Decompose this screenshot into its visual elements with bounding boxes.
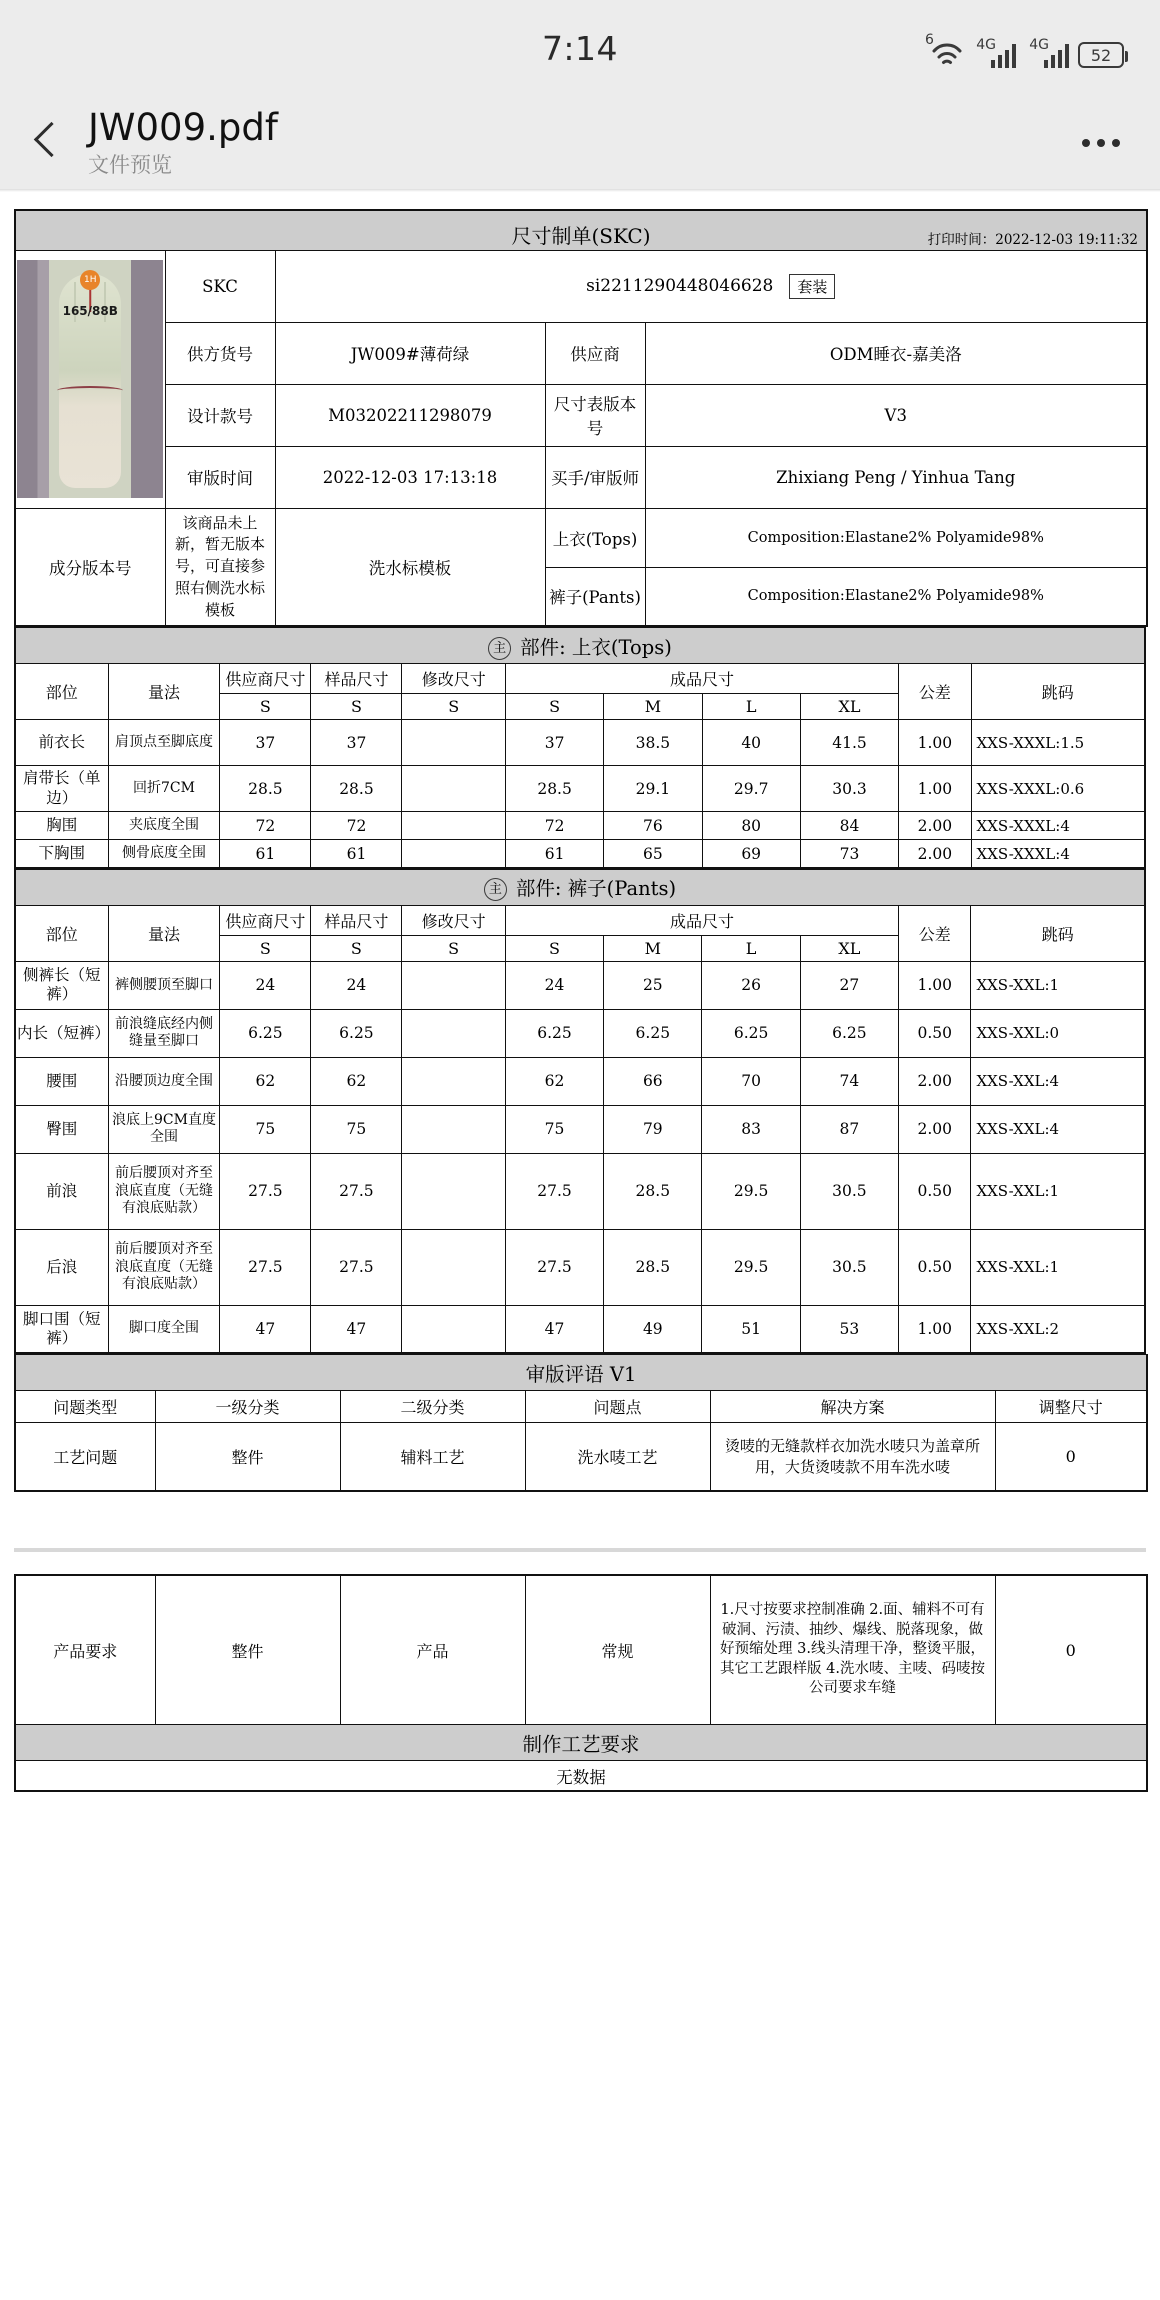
row-tolerance: 1.00: [899, 720, 971, 766]
row-sample: 61: [311, 840, 402, 868]
row-xl: 30.5: [800, 1229, 898, 1305]
th-finished-size: 成品尺寸: [505, 905, 898, 935]
row-method: 肩顶点至脚底度: [108, 720, 220, 766]
row-xl: 73: [800, 840, 898, 868]
row-s: 72: [505, 812, 603, 840]
row-issue-point: 洗水唛工艺: [525, 1423, 710, 1491]
status-bar: [0, 0, 1160, 96]
row-xl: 30.3: [800, 766, 898, 812]
row-part: 腰围: [15, 1057, 108, 1105]
wifi-generation-label: 6: [925, 32, 934, 48]
row-grading: XXS-XXL:1: [971, 961, 1145, 1009]
design-no-value: M03202211298079: [275, 384, 545, 446]
th-level1: 一级分类: [155, 1391, 340, 1423]
row-l: 80: [702, 812, 800, 840]
th-finished-size: 成品尺寸: [505, 664, 898, 694]
row-modified: [402, 1153, 505, 1229]
row-supplier: 6.25: [220, 1009, 311, 1057]
table-row: [15, 1761, 1147, 1791]
row-grading: XXS-XXXL:1.5: [971, 720, 1145, 766]
pants-composition-label: 裤子(Pants): [545, 567, 645, 626]
wifi-icon: [925, 32, 963, 68]
skc-value-cell: [275, 250, 1147, 322]
signal-icon-2: [1025, 38, 1069, 68]
main-part-badge: 主: [488, 637, 511, 660]
row-method: 浪底上9CM直度全围: [108, 1105, 220, 1153]
table-row: [15, 812, 1145, 840]
th-size-m: M: [604, 935, 702, 961]
page-title: JW009.pdf: [88, 105, 278, 149]
row-grading: XXS-XXL:4: [971, 1057, 1145, 1105]
th-size-l: L: [702, 935, 800, 961]
row-sample: 47: [311, 1305, 402, 1353]
pants-section-title: 部件: 裤子(Pants): [515, 877, 677, 901]
row-grading: XXS-XXXL:4: [971, 840, 1145, 868]
table-row: [15, 720, 1145, 766]
row-m: 38.5: [604, 720, 702, 766]
table-row: [15, 1305, 1145, 1353]
app-title-bar: [0, 96, 1160, 189]
review-time-label: 审版时间: [165, 446, 275, 508]
row-method: 脚口度全围: [108, 1305, 220, 1353]
row-method: 侧骨底度全围: [108, 840, 220, 868]
table-row: [15, 1355, 1147, 1391]
row-l: 29.5: [702, 1229, 800, 1305]
design-no-label: 设计款号: [165, 384, 275, 446]
row-m: 65: [604, 840, 702, 868]
row-m: 6.25: [604, 1009, 702, 1057]
composition-version-label: 成分版本号: [15, 508, 165, 626]
row-supplier: 24: [220, 961, 311, 1009]
row-xl: 27: [800, 961, 898, 1009]
composition-version-note: 该商品未上新，暂无版本号，可直接参照右侧洗水标模板: [165, 508, 275, 626]
tops-section-header: [15, 628, 1145, 664]
row-req-adjust: 0: [995, 1575, 1147, 1725]
row-level2: 辅料工艺: [340, 1423, 525, 1491]
row-tolerance: 0.50: [899, 1153, 971, 1229]
row-l: 29.7: [702, 766, 800, 812]
row-supplier: 27.5: [220, 1153, 311, 1229]
row-l: 40: [702, 720, 800, 766]
row-l: 83: [702, 1105, 800, 1153]
row-modified: [402, 1105, 505, 1153]
main-part-badge: 主: [484, 878, 507, 901]
row-m: 28.5: [604, 1229, 702, 1305]
page-gap-2: [14, 1552, 1146, 1574]
row-tolerance: 1.00: [899, 1305, 971, 1353]
table-row: [15, 1057, 1145, 1105]
row-xl: 41.5: [800, 720, 898, 766]
row-supplier: 37: [220, 720, 311, 766]
row-l: 69: [702, 840, 800, 868]
row-supplier: 27.5: [220, 1229, 311, 1305]
battery-icon: [1078, 34, 1124, 68]
th-sample-size: 样品尺寸: [311, 905, 402, 935]
th-modified-size: 修改尺寸: [402, 905, 505, 935]
row-method: 回折7CM: [108, 766, 220, 812]
row-grading: XXS-XXL:0: [971, 1009, 1145, 1057]
bottom-spacer: [14, 1792, 1146, 1822]
row-s: 27.5: [505, 1153, 603, 1229]
size-version-value: V3: [645, 384, 1147, 446]
suit-badge: 套装: [789, 274, 835, 299]
th-grading: 跳码: [971, 905, 1145, 961]
row-s: 24: [505, 961, 603, 1009]
row-modified: [402, 840, 505, 868]
signal-icon-1: [972, 38, 1016, 68]
tops-measurement-table: [14, 627, 1146, 869]
product-photo: [17, 260, 163, 498]
row-supplier: 61: [220, 840, 311, 868]
row-grading: XXS-XXL:4: [971, 1105, 1145, 1153]
buyer-label: 买手/审版师: [545, 446, 645, 508]
document-title: 尺寸制单(SKC): [511, 223, 651, 248]
th-size-supplier: S: [220, 694, 311, 720]
row-method: 裤侧腰顶至脚口: [108, 961, 220, 1009]
row-tolerance: 2.00: [899, 1105, 971, 1153]
title-block: [88, 105, 278, 178]
row-sample: 72: [311, 812, 402, 840]
pants-composition-value: Composition:Elastane2% Polyamide98%: [645, 567, 1147, 626]
row-tolerance: 2.00: [899, 1057, 971, 1105]
row-sample: 62: [311, 1057, 402, 1105]
table-row: [15, 508, 1147, 567]
th-level2: 二级分类: [340, 1391, 525, 1423]
table-row: [15, 1575, 1147, 1725]
row-sample: 27.5: [311, 1153, 402, 1229]
th-size-sample: S: [311, 935, 402, 961]
row-sample: 37: [311, 720, 402, 766]
row-m: 66: [604, 1057, 702, 1105]
row-part: 脚口围（短裤）: [15, 1305, 108, 1353]
th-issue-type: 问题类型: [15, 1391, 155, 1423]
pants-section-header: [15, 869, 1145, 905]
row-tolerance: 0.50: [899, 1229, 971, 1305]
row-m: 25: [604, 961, 702, 1009]
row-tolerance: 2.00: [899, 840, 971, 868]
row-sample: 27.5: [311, 1229, 402, 1305]
table-row: [15, 628, 1145, 664]
th-size-m: M: [604, 694, 702, 720]
row-s: 47: [505, 1305, 603, 1353]
row-s: 6.25: [505, 1009, 603, 1057]
row-l: 70: [702, 1057, 800, 1105]
row-part: 下胸围: [15, 840, 108, 868]
th-part: 部位: [15, 905, 108, 961]
th-method: 量法: [108, 905, 220, 961]
row-modified: [402, 1229, 505, 1305]
document-title-cell: [15, 210, 1147, 250]
table-row: [15, 869, 1145, 905]
row-grading: XXS-XXL:1: [971, 1153, 1145, 1229]
table-row: [15, 840, 1145, 868]
th-tolerance: 公差: [899, 664, 971, 720]
table-row: [15, 1423, 1147, 1491]
table-row: [15, 1391, 1147, 1423]
table-row: [15, 1009, 1145, 1057]
th-issue-point: 问题点: [525, 1391, 710, 1423]
review-comments-table: [14, 1354, 1148, 1492]
table-row: [15, 961, 1145, 1009]
row-xl: 6.25: [800, 1009, 898, 1057]
product-requirements-table: [14, 1574, 1148, 1792]
tops-composition-value: Composition:Elastane2% Polyamide98%: [645, 508, 1147, 567]
status-bar-icons: [925, 28, 1124, 68]
table-row: [15, 250, 1147, 322]
row-sample: 75: [311, 1105, 402, 1153]
row-adjust-size: 0: [995, 1423, 1147, 1491]
review-section-title: 审版评语 V1: [15, 1355, 1147, 1391]
row-tolerance: 1.00: [899, 766, 971, 812]
supplier-code-label: 供方货号: [165, 322, 275, 384]
tops-composition-label: 上衣(Tops): [545, 508, 645, 567]
supplier-label: 供应商: [545, 322, 645, 384]
row-l: 51: [702, 1305, 800, 1353]
row-method: 前浪缝底经内侧缝量至脚口: [108, 1009, 220, 1057]
table-row: [15, 446, 1147, 508]
row-method: 前后腰顶对齐至浪底直度（无缝有浪底贴款）: [108, 1229, 220, 1305]
row-req-type: 产品要求: [15, 1575, 155, 1725]
th-size-s: S: [505, 694, 603, 720]
row-grading: XXS-XXL:1: [971, 1229, 1145, 1305]
row-s: 37: [505, 720, 603, 766]
row-method: 前后腰顶对齐至浪底直度（无缝有浪底贴款）: [108, 1153, 220, 1229]
row-m: 49: [604, 1305, 702, 1353]
row-l: 29.5: [702, 1153, 800, 1229]
table-row: [15, 1229, 1145, 1305]
row-level1: 整件: [155, 1423, 340, 1491]
network-type-label-2: 4G: [1029, 37, 1049, 53]
row-s: 61: [505, 840, 603, 868]
row-l: 26: [702, 961, 800, 1009]
craft-section-content: 无数据: [15, 1761, 1147, 1791]
th-tolerance: 公差: [899, 905, 971, 961]
row-req-level2: 产品: [340, 1575, 525, 1725]
table-row: [15, 905, 1145, 935]
row-supplier: 75: [220, 1105, 311, 1153]
row-s: 75: [505, 1105, 603, 1153]
document-preview: [0, 192, 1160, 1822]
row-part: 侧裤长（短裤）: [15, 961, 108, 1009]
th-size-xl: XL: [800, 694, 898, 720]
print-time: 打印时间：2022-12-03 19:11:32: [927, 231, 1139, 248]
row-grading: XXS-XXL:2: [971, 1305, 1145, 1353]
th-supplier-size: 供应商尺寸: [220, 664, 311, 694]
row-supplier: 62: [220, 1057, 311, 1105]
skc-value: si2211290448046628: [586, 275, 774, 296]
page-gap: [14, 1492, 1146, 1548]
row-part: 前浪: [15, 1153, 108, 1229]
craft-section-title: 制作工艺要求: [15, 1725, 1147, 1761]
row-xl: 87: [800, 1105, 898, 1153]
th-method: 量法: [108, 664, 220, 720]
row-issue-type: 工艺问题: [15, 1423, 155, 1491]
th-size-supplier: S: [220, 935, 311, 961]
row-supplier: 28.5: [220, 766, 311, 812]
network-type-label-1: 4G: [976, 37, 996, 53]
row-part: 后浪: [15, 1229, 108, 1305]
row-method: 夹底度全围: [108, 812, 220, 840]
row-req-solution: 1.尺寸按要求控制准确 2.面、辅料不可有破洞、污渍、抽纱、爆线、脱落现象，做好预缩处理 3.线头清理干净，整烫平服，其它工艺跟样版 4.洗水唛、主唛、码唛按公司要求车缝: [710, 1575, 995, 1725]
th-grading: 跳码: [971, 664, 1145, 720]
supplier-value: ODM睡衣-嘉美洛: [645, 322, 1147, 384]
waist-measure-line: [57, 386, 123, 395]
th-size-xl: XL: [800, 935, 898, 961]
th-size-modified: S: [402, 694, 505, 720]
skc-label: SKC: [165, 250, 275, 322]
row-m: 76: [604, 812, 702, 840]
row-part: 内长（短裤）: [15, 1009, 108, 1057]
th-adjust-size: 调整尺寸: [995, 1391, 1147, 1423]
row-modified: [402, 766, 505, 812]
th-solution: 解决方案: [710, 1391, 995, 1423]
table-row: [15, 1153, 1145, 1229]
row-sample: 6.25: [311, 1009, 402, 1057]
size-version-label: 尺寸表版本号: [545, 384, 645, 446]
row-modified: [402, 812, 505, 840]
row-part: 胸围: [15, 812, 108, 840]
row-modified: [402, 720, 505, 766]
photo-badge: 1H: [80, 270, 100, 290]
th-modified-size: 修改尺寸: [402, 664, 505, 694]
status-bar-time: 7:14: [541, 28, 619, 68]
pants-measurement-table: [14, 869, 1146, 1355]
row-l: 6.25: [702, 1009, 800, 1057]
more-options-icon[interactable]: [1082, 139, 1120, 147]
th-supplier-size: 供应商尺寸: [220, 905, 311, 935]
th-sample-size: 样品尺寸: [311, 664, 402, 694]
row-modified: [402, 1057, 505, 1105]
row-m: 28.5: [604, 1153, 702, 1229]
table-row: [15, 322, 1147, 384]
row-supplier: 47: [220, 1305, 311, 1353]
row-part: 肩带长（单边）: [15, 766, 108, 812]
buyer-value: Zhixiang Peng / Yinhua Tang: [645, 446, 1147, 508]
th-size-s: S: [505, 935, 603, 961]
page-subtitle: 文件预览: [88, 153, 172, 177]
table-row: [15, 1725, 1147, 1761]
row-s: 28.5: [505, 766, 603, 812]
row-xl: 53: [800, 1305, 898, 1353]
document-header-table: [14, 209, 1148, 627]
row-grading: XXS-XXXL:4: [971, 812, 1145, 840]
th-size-l: L: [702, 694, 800, 720]
row-modified: [402, 1305, 505, 1353]
row-xl: 30.5: [800, 1153, 898, 1229]
table-row: [15, 766, 1145, 812]
photo-size-label: 165/88B: [62, 304, 118, 318]
table-row: [15, 384, 1147, 446]
row-sample: 24: [311, 961, 402, 1009]
row-xl: 84: [800, 812, 898, 840]
table-row: [15, 210, 1147, 250]
row-m: 79: [604, 1105, 702, 1153]
row-tolerance: 2.00: [899, 812, 971, 840]
wash-template-label: 洗水标模板: [275, 508, 545, 626]
supplier-code-value: JW009#薄荷绿: [275, 322, 545, 384]
review-time-value: 2022-12-03 17:13:18: [275, 446, 545, 508]
row-s: 62: [505, 1057, 603, 1105]
row-part: 臀围: [15, 1105, 108, 1153]
row-m: 29.1: [604, 766, 702, 812]
th-part: 部位: [15, 664, 108, 720]
th-size-modified: S: [402, 935, 505, 961]
row-grading: XXS-XXXL:0.6: [971, 766, 1145, 812]
row-tolerance: 1.00: [899, 961, 971, 1009]
battery-level: 52: [1078, 42, 1124, 68]
tops-section-title: 部件: 上衣(Tops): [520, 635, 672, 659]
row-sample: 28.5: [311, 766, 402, 812]
table-row: [15, 664, 1145, 694]
table-row: [15, 1105, 1145, 1153]
row-modified: [402, 961, 505, 1009]
back-chevron-icon[interactable]: [28, 116, 68, 170]
row-tolerance: 0.50: [899, 1009, 971, 1057]
row-req-level1: 整件: [155, 1575, 340, 1725]
wifi-glyph: [931, 40, 963, 68]
row-method: 沿腰顶边度全围: [108, 1057, 220, 1105]
row-part: 前衣长: [15, 720, 108, 766]
product-photo-cell: [15, 250, 165, 508]
row-req-issue: 常规: [525, 1575, 710, 1725]
row-xl: 74: [800, 1057, 898, 1105]
row-modified: [402, 1009, 505, 1057]
row-solution: 烫唛的无缝款样衣加洗水唛只为盖章所用，大货烫唛款不用车洗水唛: [710, 1423, 995, 1491]
th-size-sample: S: [311, 694, 402, 720]
row-supplier: 72: [220, 812, 311, 840]
row-s: 27.5: [505, 1229, 603, 1305]
